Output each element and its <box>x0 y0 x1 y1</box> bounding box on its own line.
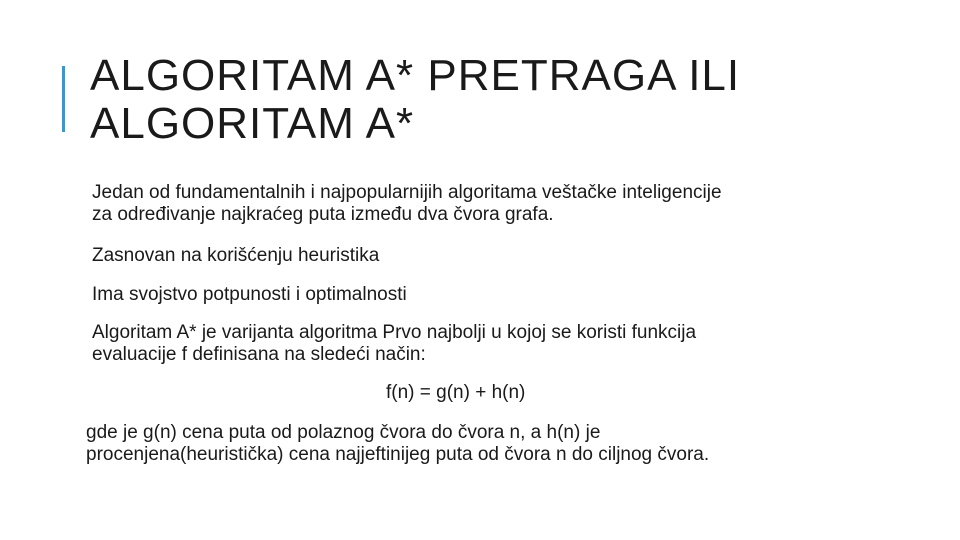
paragraph-line: gde je g(n) cena puta od polaznog čvora do čvora n, a h(n) je <box>86 422 601 443</box>
paragraph-properties <box>92 284 407 306</box>
slide-title-line-2: ALGORITAM A* <box>90 99 415 148</box>
paragraph-variant <box>92 322 696 366</box>
paragraph-line: evaluacije f definisana na sledeći način: <box>92 344 426 365</box>
evaluation-formula: f(n) = g(n) + h(n) <box>386 382 526 403</box>
paragraph-definition <box>92 182 722 226</box>
paragraph-line: za određivanje najkraćeg puta između dva čvora grafa. <box>92 204 554 225</box>
paragraph-line: Ima svojstvo potpunosti i optimalnosti <box>92 284 407 305</box>
title-accent-bar <box>62 66 65 132</box>
slide-title-line-1: ALGORITAM A* PRETRAGA ILI <box>90 51 741 100</box>
paragraph-line: Jedan od fundamentalnih i najpopularnijih algoritama veštačke inteligencije <box>92 182 722 203</box>
paragraph-line: Algoritam A* je varijanta algoritma Prvo najbolji u kojoj se koristi funkcija <box>92 322 697 343</box>
slide-title <box>90 52 740 148</box>
paragraph-heuristics <box>92 245 379 267</box>
paragraph-line: procenjena(heuristička) cena najjeftinijeg puta od čvora n do ciljnog čvora. <box>86 444 710 465</box>
paragraph-explanation <box>86 422 709 466</box>
paragraph-line: Zasnovan na korišćenju heuristika <box>92 245 380 266</box>
